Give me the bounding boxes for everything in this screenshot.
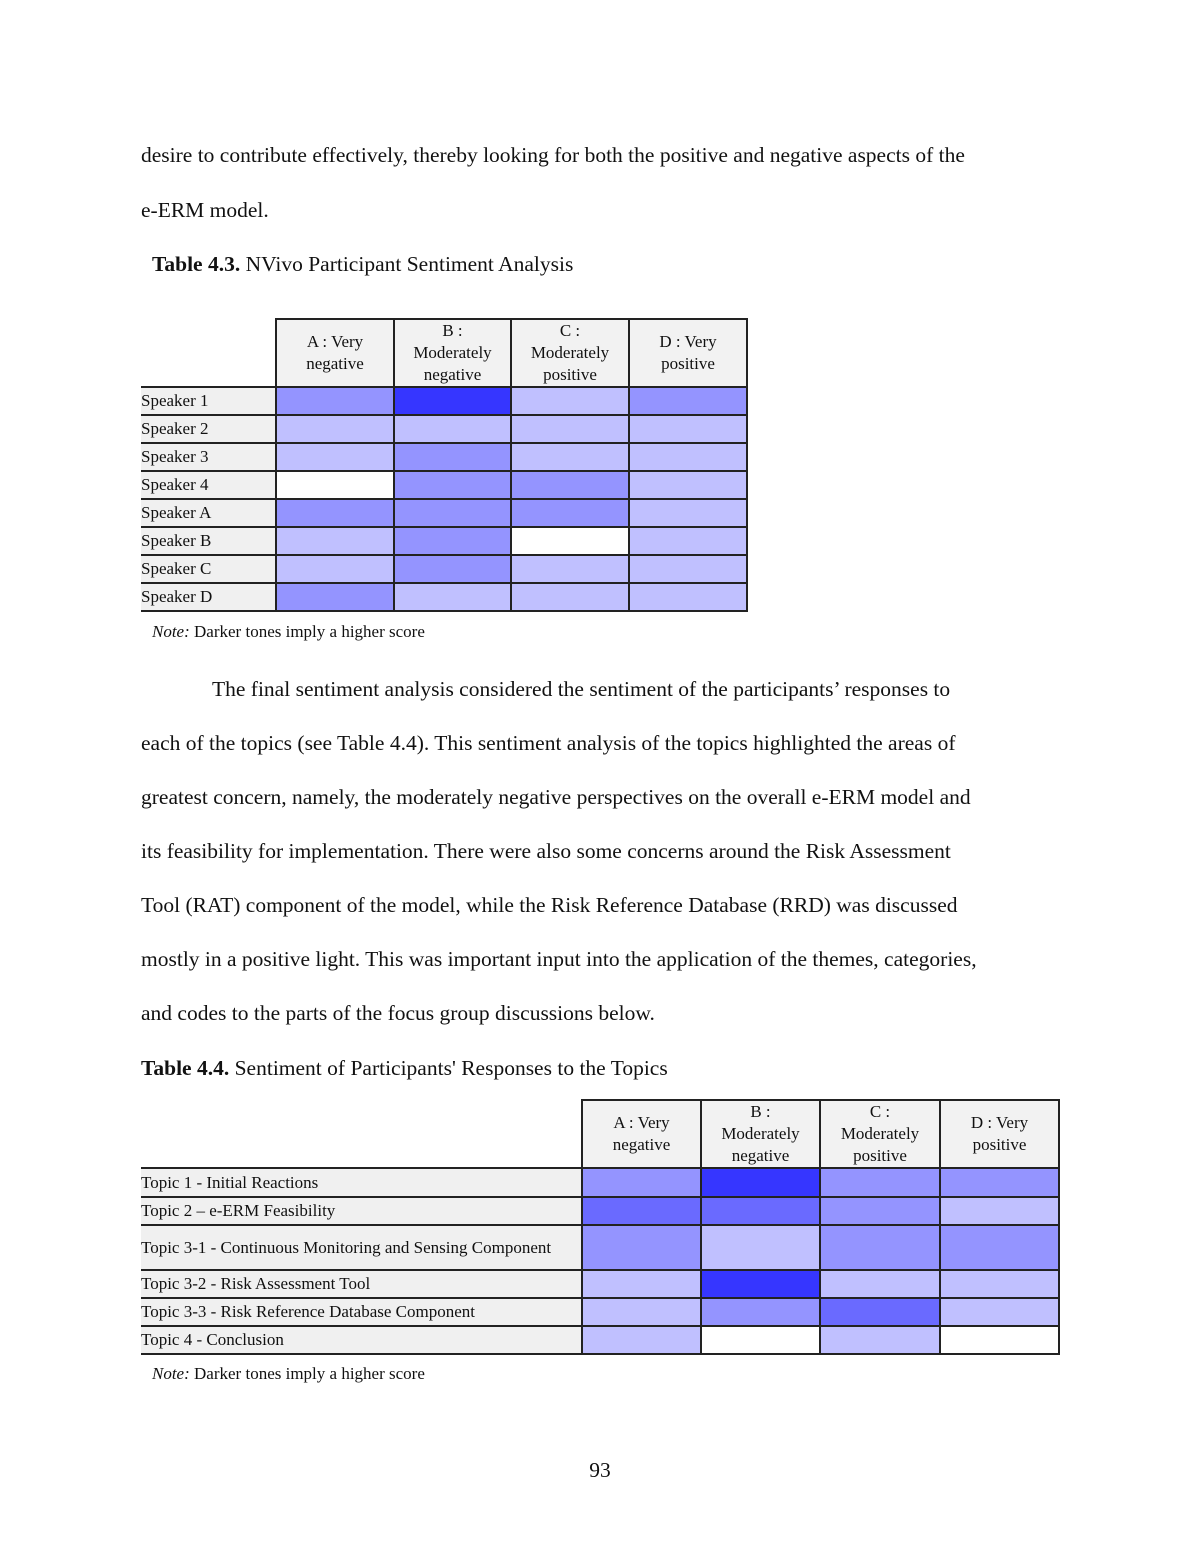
column-header-text: Moderately: [721, 1124, 800, 1143]
column-header-text: A : Very: [613, 1113, 670, 1132]
row-label: Speaker C: [141, 555, 276, 583]
heat-cell: [276, 415, 394, 443]
heat-cell: [276, 527, 394, 555]
table-row: [141, 1197, 1059, 1225]
row-label: Speaker 4: [141, 471, 276, 499]
heat-cell: [629, 387, 747, 415]
heat-cell: [582, 1168, 701, 1197]
table-4-4-note: [152, 1364, 425, 1384]
heat-cell: [701, 1270, 820, 1298]
heat-cell: [582, 1197, 701, 1225]
heat-cell: [701, 1298, 820, 1326]
heat-cell: [629, 527, 747, 555]
body-text-line: greatest concern, namely, the moderately negative perspectives on the overall e-ERM model and: [141, 785, 971, 809]
column-header: [582, 1100, 701, 1168]
caption-label: Table 4.4.: [141, 1056, 230, 1080]
table-row: [141, 387, 747, 415]
column-header-text: positive: [853, 1146, 907, 1165]
body-text-line: e-ERM model.: [141, 198, 269, 222]
page-number: 93: [589, 1458, 611, 1482]
heat-cell: [511, 387, 629, 415]
heat-cell: [511, 499, 629, 527]
column-header-text: negative: [423, 365, 482, 384]
heat-cell: [629, 583, 747, 611]
row-label: Topic 4 - Conclusion: [141, 1326, 582, 1354]
body-text-line: The final sentiment analysis considered the sentiment of the participants’ responses to: [212, 677, 951, 701]
table-row: [141, 471, 747, 499]
row-label: Speaker 1: [141, 387, 276, 415]
heat-cell: [701, 1168, 820, 1197]
column-header-text: Moderately: [840, 1124, 920, 1143]
caption-label: Table 4.3.: [152, 252, 241, 276]
column-header-text: negative: [612, 1135, 671, 1154]
row-label: Speaker B: [141, 527, 276, 555]
heat-cell: [820, 1326, 940, 1354]
note-label: Note:: [152, 1364, 190, 1383]
heat-cell: [940, 1326, 1059, 1354]
heat-cell: [940, 1298, 1059, 1326]
heat-cell: [276, 499, 394, 527]
column-header-text: negative: [306, 354, 364, 373]
table-row: [141, 1326, 1059, 1354]
heat-cell: [276, 387, 394, 415]
body-text-line: desire to contribute effectively, thereby looking for both the positive and negative aspects of the: [141, 143, 965, 167]
heat-cell: [511, 415, 629, 443]
heat-cell: [511, 443, 629, 471]
heat-cell: [701, 1326, 820, 1354]
column-header-text: negative: [731, 1146, 790, 1165]
column-header: [940, 1100, 1059, 1168]
table-row: [141, 1168, 1059, 1197]
heat-cell: [394, 499, 511, 527]
column-header-text: C :: [869, 1102, 891, 1121]
note-text: Darker tones imply a higher score: [189, 622, 425, 641]
heat-cell: [394, 443, 511, 471]
heat-cell: [394, 555, 511, 583]
heat-cell: [820, 1298, 940, 1326]
table-row: [141, 527, 747, 555]
row-label: Speaker D: [141, 583, 276, 611]
heat-cell: [820, 1225, 940, 1270]
caption-title: Sentiment of Participants' Responses to the Topics: [229, 1056, 668, 1080]
table-4-3-note: [152, 622, 425, 642]
heat-cell: [820, 1270, 940, 1298]
body-text-line: its feasibility for implementation. There were also some concerns around the Risk Assessment: [141, 839, 951, 863]
column-header: [394, 319, 511, 387]
heat-cell: [276, 443, 394, 471]
table-row: [141, 583, 747, 611]
heat-cell: [629, 555, 747, 583]
column-header-text: positive: [972, 1135, 1027, 1154]
column-header-text: B :: [442, 321, 463, 340]
row-label: Topic 3-2 - Risk Assessment Tool: [141, 1270, 582, 1298]
heat-cell: [629, 415, 747, 443]
heat-cell: [394, 415, 511, 443]
table-row: [141, 415, 747, 443]
heat-cell: [820, 1168, 940, 1197]
heat-cell: [701, 1225, 820, 1270]
table-row: [141, 499, 747, 527]
body-text-line: mostly in a positive light. This was important input into the application of the themes, categories,: [141, 947, 977, 971]
heat-cell: [511, 583, 629, 611]
note-text: Darker tones imply a higher score: [189, 1364, 425, 1383]
heat-cell: [701, 1197, 820, 1225]
column-header: [276, 319, 394, 387]
heat-cell: [394, 583, 511, 611]
heat-cell: [940, 1168, 1059, 1197]
table-row: [141, 443, 747, 471]
heat-cell: [629, 443, 747, 471]
table-4-4-topic-sentiment-heatmap: [141, 1099, 1060, 1355]
heat-cell: [276, 471, 394, 499]
heat-cell: [582, 1225, 701, 1270]
heat-cell: [582, 1326, 701, 1354]
column-header-text: D : Very: [659, 332, 717, 351]
column-header-text: C :: [559, 321, 581, 340]
column-header: [701, 1100, 820, 1168]
row-label: Topic 2 – e-ERM Feasibility: [141, 1197, 582, 1225]
body-text-line: and codes to the parts of the focus group discussions below.: [141, 1001, 655, 1025]
table-4-3-sentiment-heatmap: [141, 318, 748, 612]
heat-cell: [394, 387, 511, 415]
row-label: Topic 3-3 - Risk Reference Database Component: [141, 1298, 582, 1326]
body-text-line: each of the topics (see Table 4.4). This sentiment analysis of the topics highlighted the areas of: [141, 731, 956, 755]
note-label: Note:: [152, 622, 190, 641]
column-header-text: A : Very: [306, 332, 364, 351]
column-header-text: D : Very: [970, 1113, 1029, 1132]
caption-title: NVivo Participant Sentiment Analysis: [240, 252, 574, 276]
body-text-line: Tool (RAT) component of the model, while the Risk Reference Database (RRD) was discussed: [141, 893, 958, 917]
heat-cell: [394, 527, 511, 555]
column-header-text: B :: [750, 1102, 771, 1121]
column-header: [511, 319, 629, 387]
row-label: Speaker 2: [141, 415, 276, 443]
heat-cell: [820, 1197, 940, 1225]
heat-cell: [940, 1225, 1059, 1270]
heat-cell: [511, 471, 629, 499]
column-header: [820, 1100, 940, 1168]
table-4-4-caption: [141, 1056, 668, 1081]
row-label: Topic 3-1 - Continuous Monitoring and Sensing Component: [141, 1225, 582, 1270]
table-row: [141, 555, 747, 583]
heat-cell: [629, 499, 747, 527]
table-4-3-caption: [152, 252, 573, 277]
column-header-text: positive: [661, 354, 715, 373]
heat-cell: [940, 1270, 1059, 1298]
table-row: [141, 1225, 1059, 1270]
corner-blank: [141, 1100, 582, 1168]
table-row: [141, 1270, 1059, 1298]
heat-cell: [629, 471, 747, 499]
table-row: [141, 1298, 1059, 1326]
column-header-text: positive: [543, 365, 597, 384]
heat-cell: [582, 1298, 701, 1326]
heat-cell: [394, 471, 511, 499]
row-label: Speaker A: [141, 499, 276, 527]
heat-cell: [511, 527, 629, 555]
row-label: Topic 1 - Initial Reactions: [141, 1168, 582, 1197]
column-header-text: Moderately: [530, 343, 610, 362]
heat-cell: [940, 1197, 1059, 1225]
heat-cell: [276, 583, 394, 611]
column-header: [629, 319, 747, 387]
row-label: Speaker 3: [141, 443, 276, 471]
heat-cell: [582, 1270, 701, 1298]
corner-blank: [141, 319, 276, 387]
heat-cell: [276, 555, 394, 583]
heat-cell: [511, 555, 629, 583]
column-header-text: Moderately: [413, 343, 492, 362]
